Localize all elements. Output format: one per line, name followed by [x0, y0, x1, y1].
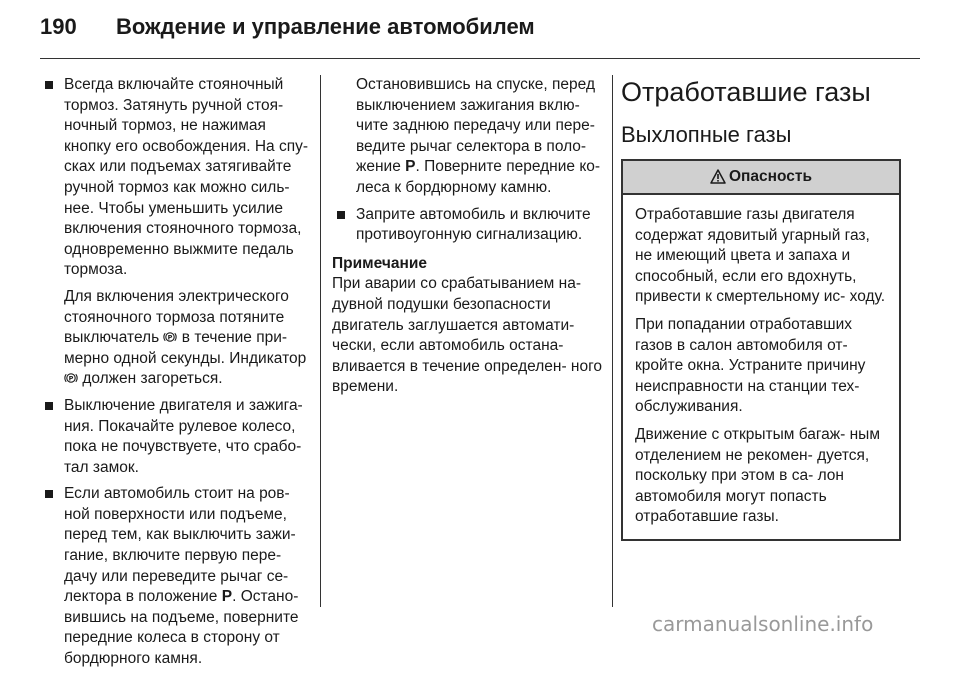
paragraph: Выключение двигателя и зажига- ния. Покачайте рулевое колесо, пока не почувствуете, что срабо- тал замок. — [64, 396, 303, 476]
note-title: Примечание — [332, 254, 427, 272]
paragraph: Заприте автомобиль и включите противоугонную сигнализацию. — [356, 205, 591, 244]
header-rule — [40, 58, 920, 59]
danger-body — [623, 195, 899, 539]
list-item — [332, 205, 604, 246]
svg-text:P: P — [168, 333, 173, 342]
column-left — [40, 75, 310, 676]
list-item — [40, 396, 310, 478]
page-number: 190 — [40, 14, 77, 39]
text-segment: Остановившись на спуске, перед выключением зажигания вклю- чите заднюю передачу или пере- ведите рычаг селектора в поло- жение — [356, 76, 595, 176]
text-segment: Если автомобиль стоит на ров- ной поверхности или подъеме, перед тем, как выключить зажи- гание, включите первую пере- дачу или переведите рычаг се- лектора в положение — [64, 485, 296, 606]
bullet-square-icon — [45, 490, 53, 498]
paragraph — [64, 287, 310, 390]
paragraph: Всегда включайте стояночный тормоз. Затянуть ручной стоя- ночный тормоз, не нажимая кнопку его освобождения. На спу- сках или подъемах затягивайте ручной тормоз как можно силь- нее. Чтобы уменьшить усилие включения стояночного тормоза, одновременно выжмите педаль тормоза. — [64, 76, 309, 279]
text-segment: в течение при- мерно одной секунды. Индикатор — [64, 329, 307, 367]
gear-position-label: P — [405, 158, 416, 176]
paragraph: При попадании отработавших газов в салон автомобиля от- кройте окна. Устраните причину неисправности на станции тех- обслуживания. — [635, 315, 866, 416]
note-text: При аварии со срабатыванием на- дувной подушки безопасности двигатель заглушается автомати- чески, если автомобиль остана- вливается в течение определен- ного времени. — [332, 275, 603, 396]
bullet-square-icon — [45, 402, 53, 410]
danger-header — [623, 161, 899, 195]
subsection-title: Выхлопные газы — [621, 122, 792, 147]
watermark: carmanualsonline.info — [652, 612, 874, 636]
column-divider — [320, 75, 321, 607]
parking-brake-icon — [163, 330, 177, 344]
gear-position-label: P — [221, 588, 233, 606]
warning-triangle-icon — [710, 169, 726, 184]
chapter-title: Вождение и управление автомобилем — [116, 14, 535, 39]
paragraph: Отработавшие газы двигателя содержат ядовитый угарный газ, не имеющий цвета и запаха и способный, если его вдохнуть, привести к смертельному ис- ходу. — [635, 206, 886, 306]
bullet-square-icon — [45, 81, 53, 89]
text-segment: Для включения электрического стояночного тормоза потяните выключатель — [64, 287, 289, 347]
danger-box — [621, 159, 901, 541]
svg-text:P: P — [68, 374, 74, 383]
bullet-square-icon — [337, 211, 345, 219]
paragraph — [332, 75, 604, 199]
text-segment: должен загореться. — [82, 370, 223, 388]
section-title: Отработавшие газы — [621, 77, 871, 107]
danger-label: Опасность — [728, 168, 813, 185]
text-segment: . Поверните передние ко- леса к бордюрному камню. — [356, 158, 601, 196]
text-segment: . Остано- вившись на подъеме, поверните передние колеса в сторону от бордюрного камня. — [64, 588, 299, 668]
list-item — [40, 75, 310, 390]
parking-brake-indicator-icon — [64, 371, 78, 385]
column-middle — [332, 75, 604, 404]
column-right — [621, 75, 901, 541]
paragraph: Движение с открытым багаж- ным отделением не рекомен- дуется, поскольку при этом в са- лон автомобиля могут попасть отработавшие газы. — [635, 425, 880, 526]
column-divider — [612, 75, 613, 607]
